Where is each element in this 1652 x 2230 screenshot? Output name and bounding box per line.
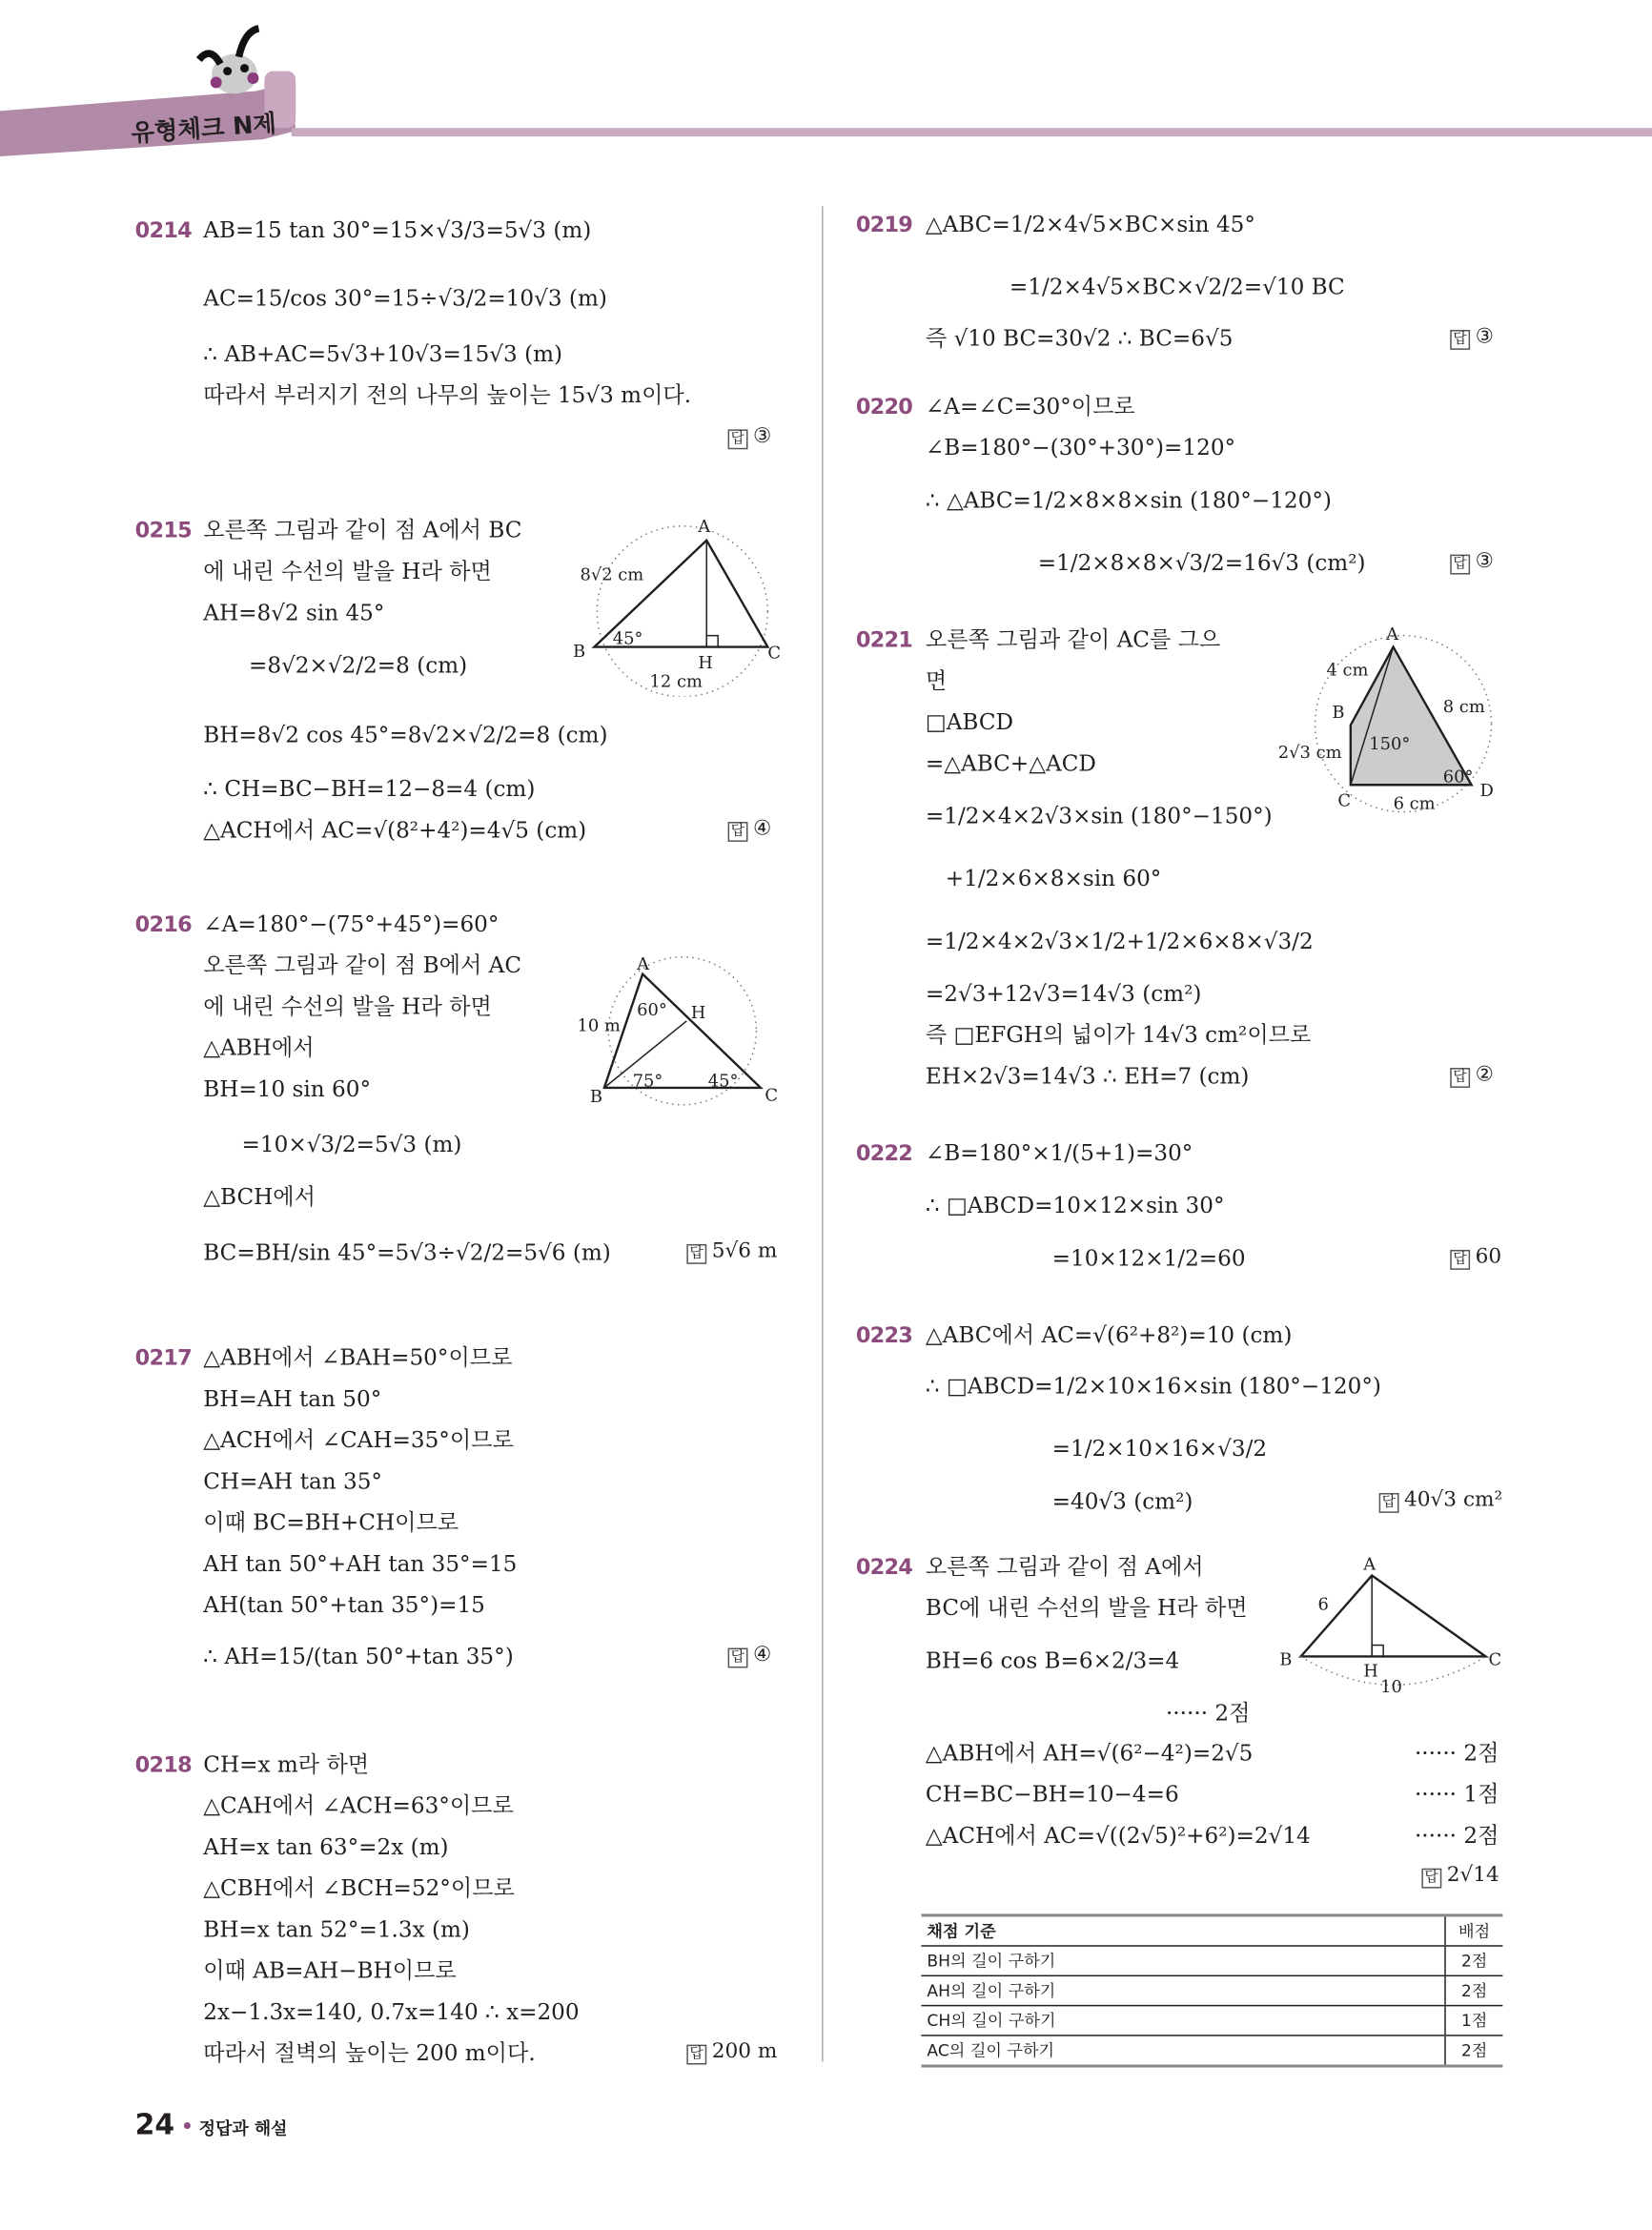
svg-text:C: C [1488, 1649, 1502, 1670]
solution-line: 면 [925, 667, 948, 694]
solution-line: AH(tan 50°+tan 35°)=15 [203, 1592, 485, 1619]
problem-number: 0221 [855, 626, 913, 653]
svg-text:C: C [1337, 790, 1352, 811]
solution-line: ······ 1점 [1414, 1781, 1499, 1808]
solution-line: BH=8√2 cos 45°=8√2×√2/2=8 (cm) [203, 722, 608, 748]
header-criteria: 채점 기준 [921, 1915, 1445, 1946]
problem-number: 0215 [134, 517, 192, 543]
solution-line: ∠A=180°−(75°+45°)=60° [203, 910, 500, 937]
problem-number: 0222 [855, 1140, 913, 1166]
svg-text:45°: 45° [707, 1071, 739, 1092]
figure-0216 [569, 952, 797, 1109]
figure-0221 [1273, 619, 1507, 818]
svg-text:2√3 cm: 2√3 cm [1277, 742, 1342, 763]
solution-line: =40√3 (cm²) [1051, 1488, 1193, 1515]
solution-line: 따라서 절벽의 높이는 200 m이다. [203, 2040, 536, 2067]
solution-line: =8√2×√2/2=8 (cm) [248, 652, 468, 679]
solution-line: CH=x m라 하면 [203, 1751, 370, 1778]
answer-value: 40√3 cm² [1404, 1488, 1503, 1512]
svg-text:6 cm: 6 cm [1393, 793, 1436, 814]
problem-number: 0220 [855, 394, 913, 419]
answer-value: 60 [1475, 1245, 1502, 1269]
table-row [921, 1946, 1502, 1975]
solution-line: △BCH에서 [203, 1184, 316, 1211]
solution-line: △ACH에서 ∠CAH=35°이므로 [203, 1427, 514, 1454]
answer-value: ③ [1475, 325, 1494, 349]
solution-line: BH=x tan 52°=1.3x (m) [203, 1916, 470, 1943]
solution-line: 오른쪽 그림과 같이 점 B에서 AC [203, 952, 522, 979]
solution-line: ∴ AH=15/(tan 50°+tan 35°) [203, 1644, 514, 1669]
solution-line: 에 내린 수선의 발을 H라 하면 [203, 559, 492, 584]
problem-number: 0216 [134, 910, 192, 937]
svg-text:B: B [1332, 703, 1345, 724]
problem-number: 0219 [855, 212, 913, 238]
problem-number: 0214 [134, 217, 192, 244]
svg-text:6: 6 [1317, 1594, 1329, 1615]
svg-text:60°: 60° [1442, 767, 1474, 788]
solution-line: =1/2×8×8×√3/2=16√3 (cm²) [1037, 550, 1366, 577]
answer-mark-icon: 답 [686, 2045, 705, 2065]
solution-line: =1/2×4×2√3×sin (180°−150°) [925, 803, 1273, 829]
svg-text:8 cm: 8 cm [1442, 697, 1485, 718]
solution-line: △ABH에서 ∠BAH=50°이므로 [203, 1344, 513, 1371]
solution-line: CH=AH tan 35° [203, 1468, 382, 1495]
answer [728, 818, 772, 842]
answer-value: ④ [752, 1644, 772, 1667]
table-row [921, 2006, 1502, 2036]
solution-line: AH=8√2 sin 45° [203, 600, 385, 626]
solution-line: △ABC에서 AC=√(6²+8²)=10 (cm) [925, 1322, 1293, 1348]
solution-line: ∴ □ABCD=1/2×10×16×sin (180°−120°) [925, 1373, 1381, 1400]
criteria-cell: AH의 길이 구하기 [921, 1975, 1445, 2005]
solution-line: BH=AH tan 50° [203, 1386, 382, 1412]
solution-line: ∠A=∠C=30°이므로 [925, 394, 1135, 419]
answer-value: 5√6 m [711, 1239, 778, 1263]
answer-mark-icon: 답 [1421, 1869, 1440, 1889]
solution-line: ∴ △ABC=1/2×8×8×sin (180°−120°) [925, 487, 1332, 514]
score-cell: 2점 [1445, 1975, 1502, 2005]
answer-value: ③ [752, 424, 772, 448]
answer [1450, 1064, 1494, 1088]
answer-mark-icon: 답 [1450, 330, 1469, 350]
answer-mark-icon: 답 [686, 1244, 705, 1264]
svg-text:75°: 75° [632, 1071, 663, 1092]
answer [1450, 326, 1494, 350]
solution-line: ∠B=180°×1/(5+1)=30° [925, 1140, 1193, 1166]
solution-line: △ACH에서 AC=√((2√5)²+6²)=2√14 [925, 1822, 1311, 1849]
solution-line: AH tan 50°+AH tan 35°=15 [203, 1551, 518, 1577]
scoring-table [921, 1913, 1502, 2067]
solution-line: =2√3+12√3=14√3 (cm²) [925, 981, 1202, 1007]
column-divider [822, 206, 823, 2061]
score-cell: 2점 [1445, 2036, 1502, 2066]
svg-text:B: B [573, 642, 586, 663]
solution-line: ∠B=180°−(30°+30°)=120° [925, 435, 1236, 461]
solution-line: ······ 2점 [1165, 1700, 1251, 1727]
answer [1379, 1488, 1503, 1512]
solution-line: ∴ CH=BC−BH=12−8=4 (cm) [203, 776, 536, 803]
header-score: 배점 [1445, 1915, 1502, 1946]
solution-line: =1/2×4√5×BC×√2/2=√10 BC [1009, 274, 1345, 300]
header-title: 유형체크 N제 [130, 110, 277, 149]
solution-line: 이때 BC=BH+CH이므로 [203, 1509, 459, 1536]
table-row [921, 2036, 1502, 2066]
solution-line: 즉 □EFGH의 넓이가 14√3 cm²이므로 [925, 1022, 1312, 1049]
solution-line: 따라서 부러지기 전의 나무의 높이는 15√3 m이다. [203, 382, 692, 409]
solution-line: □ABCD [925, 709, 1014, 736]
solution-line: 에 내린 수선의 발을 H라 하면 [203, 993, 492, 1020]
bullet-icon: • [180, 2113, 194, 2140]
svg-text:C: C [767, 643, 782, 664]
solution-line: △CBH에서 ∠BCH=52°이므로 [203, 1875, 515, 1902]
answer-mark-icon: 답 [728, 1648, 747, 1668]
solution-line: △ACH에서 AC=√(8²+4²)=4√5 (cm) [203, 817, 587, 844]
answer [1450, 550, 1494, 574]
solution-line: BH=10 sin 60° [203, 1075, 372, 1102]
answer [728, 1644, 772, 1667]
score-cell: 2점 [1445, 1946, 1502, 1975]
answer-value: 200 m [711, 2040, 778, 2064]
score-cell: 1점 [1445, 2006, 1502, 2036]
answer [728, 425, 772, 449]
solution-line: 즉 √10 BC=30√2 ∴ BC=6√5 [925, 325, 1234, 352]
solution-line: 오른쪽 그림과 같이 점 A에서 BC [203, 517, 522, 543]
solution-line: △ABC=1/2×4√5×BC×sin 45° [925, 212, 1255, 238]
solution-line: ∴ AB+AC=5√3+10√3=15√3 (m) [203, 340, 563, 367]
table-header-row [921, 1915, 1502, 1946]
svg-text:10 m: 10 m [577, 1015, 621, 1036]
svg-text:45°: 45° [612, 628, 643, 649]
answer-mark-icon: 답 [1379, 1493, 1398, 1513]
svg-text:150°: 150° [1369, 733, 1411, 754]
header-rule [292, 128, 1652, 136]
solution-line: =1/2×10×16×√3/2 [1051, 1436, 1268, 1463]
answer-mark-icon: 답 [728, 429, 747, 449]
solution-line: ∴ □ABCD=10×12×sin 30° [925, 1193, 1225, 1219]
criteria-cell: BH의 길이 구하기 [921, 1946, 1445, 1975]
solution-line: AB=15 tan 30°=15×√3/3=5√3 (m) [203, 217, 592, 244]
svg-text:H: H [698, 652, 713, 673]
solution-line: 이때 AB=AH−BH이므로 [203, 1957, 457, 1984]
solution-line: BC에 내린 수선의 발을 H라 하면 [925, 1595, 1248, 1622]
svg-text:60°: 60° [637, 999, 667, 1020]
solution-line: 오른쪽 그림과 같이 점 A에서 [925, 1554, 1204, 1580]
answer-value: ④ [752, 817, 772, 841]
solution-line: AC=15/cos 30°=15÷√3/2=10√3 (m) [203, 285, 607, 312]
answer-value: ③ [1475, 550, 1494, 574]
svg-text:H: H [1363, 1661, 1378, 1682]
svg-text:A: A [637, 954, 650, 975]
answer-mark-icon: 답 [1450, 1250, 1469, 1270]
solution-line: ······ 2점 [1414, 1740, 1499, 1767]
answer [1450, 1245, 1501, 1269]
svg-text:D: D [1479, 781, 1494, 802]
svg-text:B: B [1279, 1649, 1293, 1670]
solution-line: △ABH에서 [203, 1034, 315, 1061]
answer [686, 1240, 777, 1264]
solution-line: =10×√3/2=5√3 (m) [241, 1132, 462, 1157]
solution-line: BC=BH/sin 45°=5√3÷√2/2=5√6 (m) [203, 1239, 611, 1266]
solution-line: =10×12×1/2=60 [1051, 1245, 1246, 1272]
criteria-cell: AC의 길이 구하기 [921, 2036, 1445, 2066]
solution-line: CH=BC−BH=10−4=6 [925, 1781, 1179, 1808]
svg-text:C: C [765, 1085, 779, 1106]
answer [1421, 1864, 1499, 1888]
svg-text:B: B [589, 1086, 603, 1107]
solution-line: BH=6 cos B=6×2/3=4 [925, 1647, 1180, 1674]
solution-line: EH×2√3=14√3 ∴ EH=7 (cm) [925, 1063, 1250, 1090]
svg-text:H: H [690, 1002, 706, 1023]
solution-line: =△ABC+△ACD [925, 750, 1096, 777]
figure-0224 [1273, 1550, 1515, 1707]
solution-line: 2x−1.3x=140, 0.7x=140 ∴ x=200 [203, 1998, 580, 2025]
criteria-cell: CH의 길이 구하기 [921, 2006, 1445, 2036]
solution-line: △ABH에서 AH=√(6²−4²)=2√5 [925, 1740, 1254, 1767]
svg-text:8√2 cm: 8√2 cm [580, 564, 644, 585]
solution-line: AH=x tan 63°=2x (m) [203, 1833, 449, 1860]
footer-label: 정답과 해설 [198, 2118, 288, 2139]
problem-number: 0223 [855, 1322, 913, 1348]
answer-mark-icon: 답 [1450, 555, 1469, 575]
solution-line: ······ 2점 [1414, 1822, 1499, 1849]
svg-text:10: 10 [1380, 1676, 1402, 1697]
solution-line: △CAH에서 ∠ACH=63°이므로 [203, 1792, 514, 1819]
problem-number: 0218 [134, 1751, 192, 1778]
answer-value: 2√14 [1446, 1864, 1499, 1888]
problem-number: 0224 [855, 1554, 913, 1580]
svg-text:12 cm: 12 cm [649, 671, 703, 692]
svg-text:A: A [698, 516, 711, 537]
answer-value: ② [1475, 1063, 1494, 1087]
solution-line: 오른쪽 그림과 같이 AC를 그으 [925, 626, 1221, 653]
table-row [921, 1975, 1502, 2005]
problem-number: 0217 [134, 1344, 192, 1371]
answer-mark-icon: 답 [728, 822, 747, 842]
answer-mark-icon: 답 [1450, 1068, 1469, 1088]
svg-text:4 cm: 4 cm [1326, 660, 1369, 681]
page-number: 24 [134, 2107, 175, 2142]
svg-text:A: A [1386, 624, 1399, 645]
solution-line: +1/2×6×8×sin 60° [945, 866, 1162, 892]
figure-0215 [561, 512, 804, 697]
answer [686, 2040, 777, 2064]
solution-line: =1/2×4×2√3×1/2+1/2×6×8×√3/2 [925, 928, 1314, 954]
svg-text:A: A [1363, 1554, 1377, 1575]
